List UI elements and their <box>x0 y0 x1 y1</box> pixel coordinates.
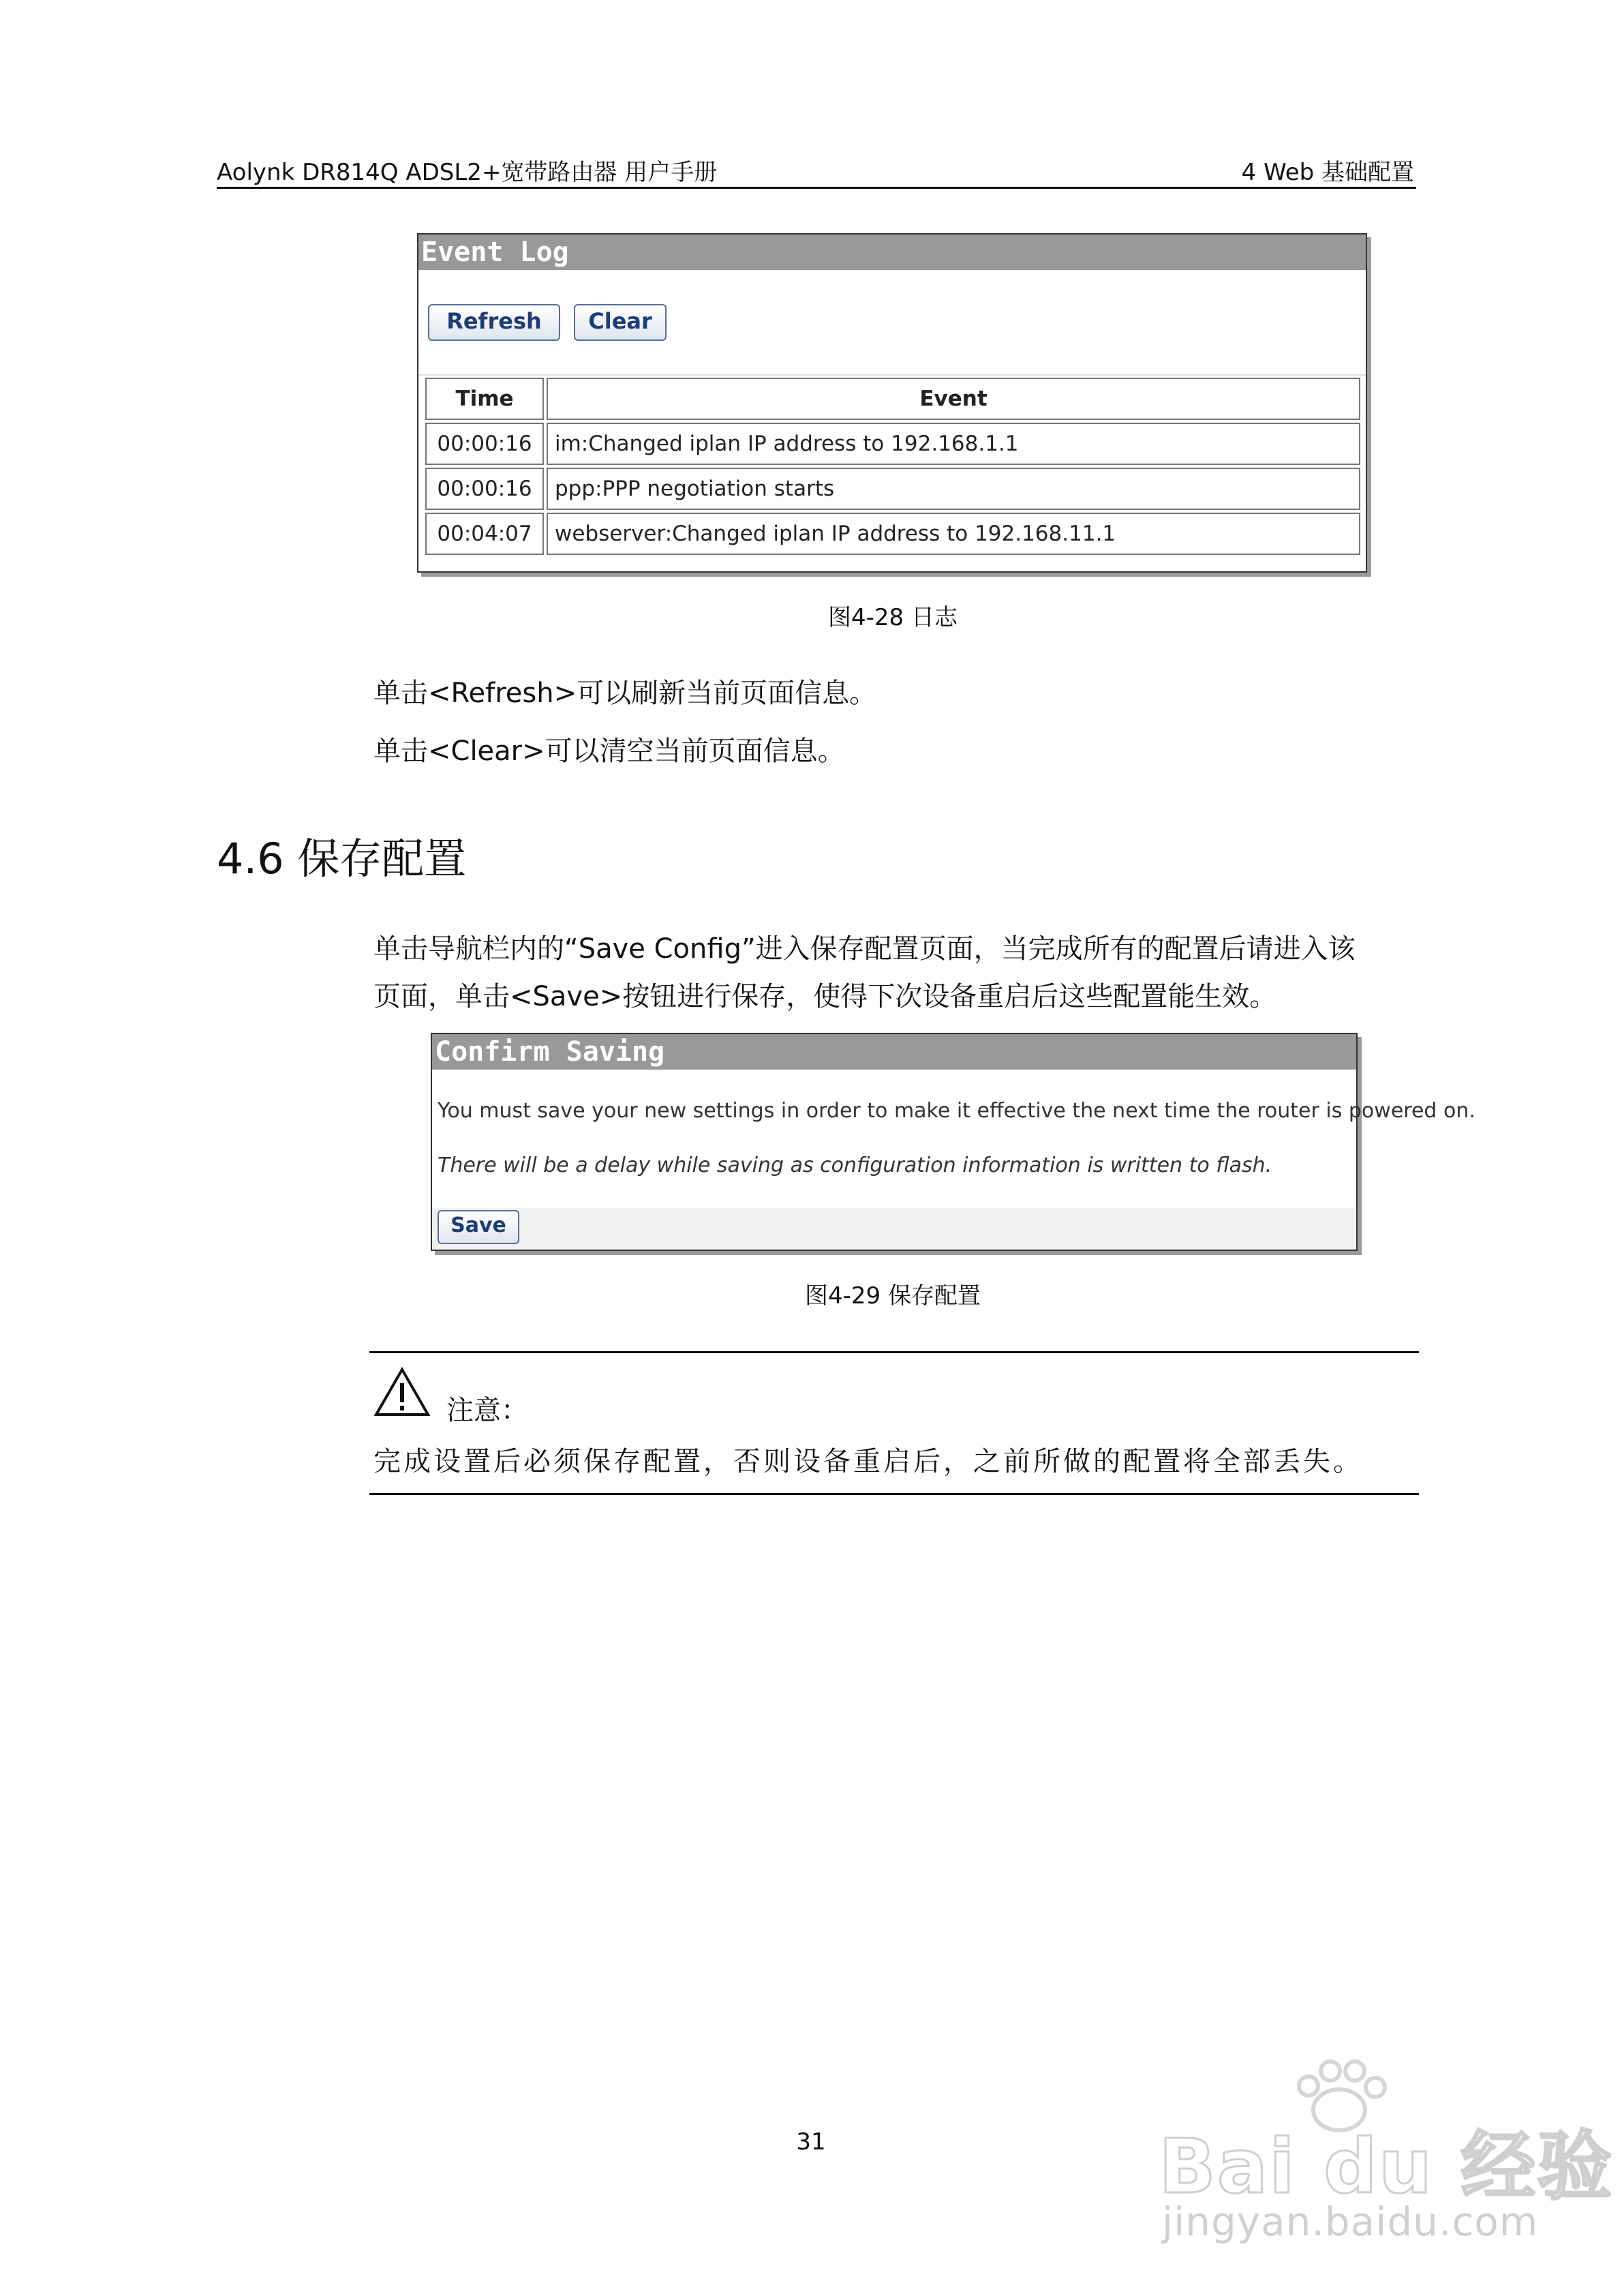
row-event: webserver:Changed iplan IP address to 192.168.11.1 <box>547 513 1360 555</box>
confirm-saving-panel <box>431 1033 1475 1251</box>
row-time: 00:00:16 <box>425 468 544 510</box>
watermark-brand: Bai du 经验 <box>1159 2123 1614 2210</box>
table-row <box>425 468 1360 510</box>
note-top-rule <box>369 1351 1419 1353</box>
figure-caption-4-29: 图4-29 保存配置 <box>805 1282 981 1310</box>
row-time: 00:00:16 <box>425 423 544 465</box>
save-delay-note: There will be a delay while saving as configuration information is written to flash. <box>438 1153 1272 1177</box>
note-text: 完成设置后必须保存配置，否则设备重启后，之前所做的配置将全部丢失。 <box>373 1446 1363 1477</box>
save-message: You must save your new settings in order to make it effective the next time the router is powered on. <box>438 1099 1475 1123</box>
refresh-button[interactable]: Refresh <box>428 304 560 341</box>
column-header-event: Event <box>547 378 1360 420</box>
row-time: 00:04:07 <box>425 513 544 555</box>
paragraph-refresh: 单击<Refresh>可以刷新当前页面信息。 <box>373 678 877 709</box>
event-log-title: Event Log <box>418 235 1366 270</box>
table-row <box>425 513 1360 555</box>
save-button[interactable]: Save <box>438 1210 519 1244</box>
clear-button[interactable]: Clear <box>574 304 667 341</box>
header-rule <box>217 187 1416 189</box>
row-event: ppp:PPP negotiation starts <box>547 468 1360 510</box>
paragraph-save-line-2: 页面，单击<Save>按钮进行保存，使得下次设备重启后这些配置能生效。 <box>373 981 1277 1012</box>
event-log-panel <box>417 233 1367 573</box>
header-left: Aolynk DR814Q ADSL2+宽带路由器 用户手册 <box>217 159 718 186</box>
section-title: 4.6 保存配置 <box>217 834 467 883</box>
table-row <box>425 423 1360 465</box>
warning-icon <box>373 1367 431 1417</box>
table-header-row <box>425 378 1360 420</box>
confirm-saving-title: Confirm Saving <box>432 1034 1356 1070</box>
note-bottom-rule <box>369 1493 1419 1495</box>
header-right: 4 Web 基础配置 <box>1241 159 1414 186</box>
row-event: im:Changed iplan IP address to 192.168.1.1 <box>547 423 1360 465</box>
watermark-url: jingyan.baidu.com <box>1162 2199 1539 2245</box>
figure-caption-4-28: 图4-28 日志 <box>828 604 958 631</box>
event-log-table <box>423 375 1363 558</box>
column-header-time: Time <box>425 378 544 420</box>
note-label: 注意： <box>446 1395 528 1426</box>
page-number: 31 <box>796 2128 826 2156</box>
paragraph-save-line-1: 单击导航栏内的“Save Config”进入保存配置页面，当完成所有的配置后请进入该 <box>373 933 1356 965</box>
button-bar <box>432 1208 1356 1250</box>
paragraph-clear: 单击<Clear>可以清空当前页面信息。 <box>373 736 845 767</box>
